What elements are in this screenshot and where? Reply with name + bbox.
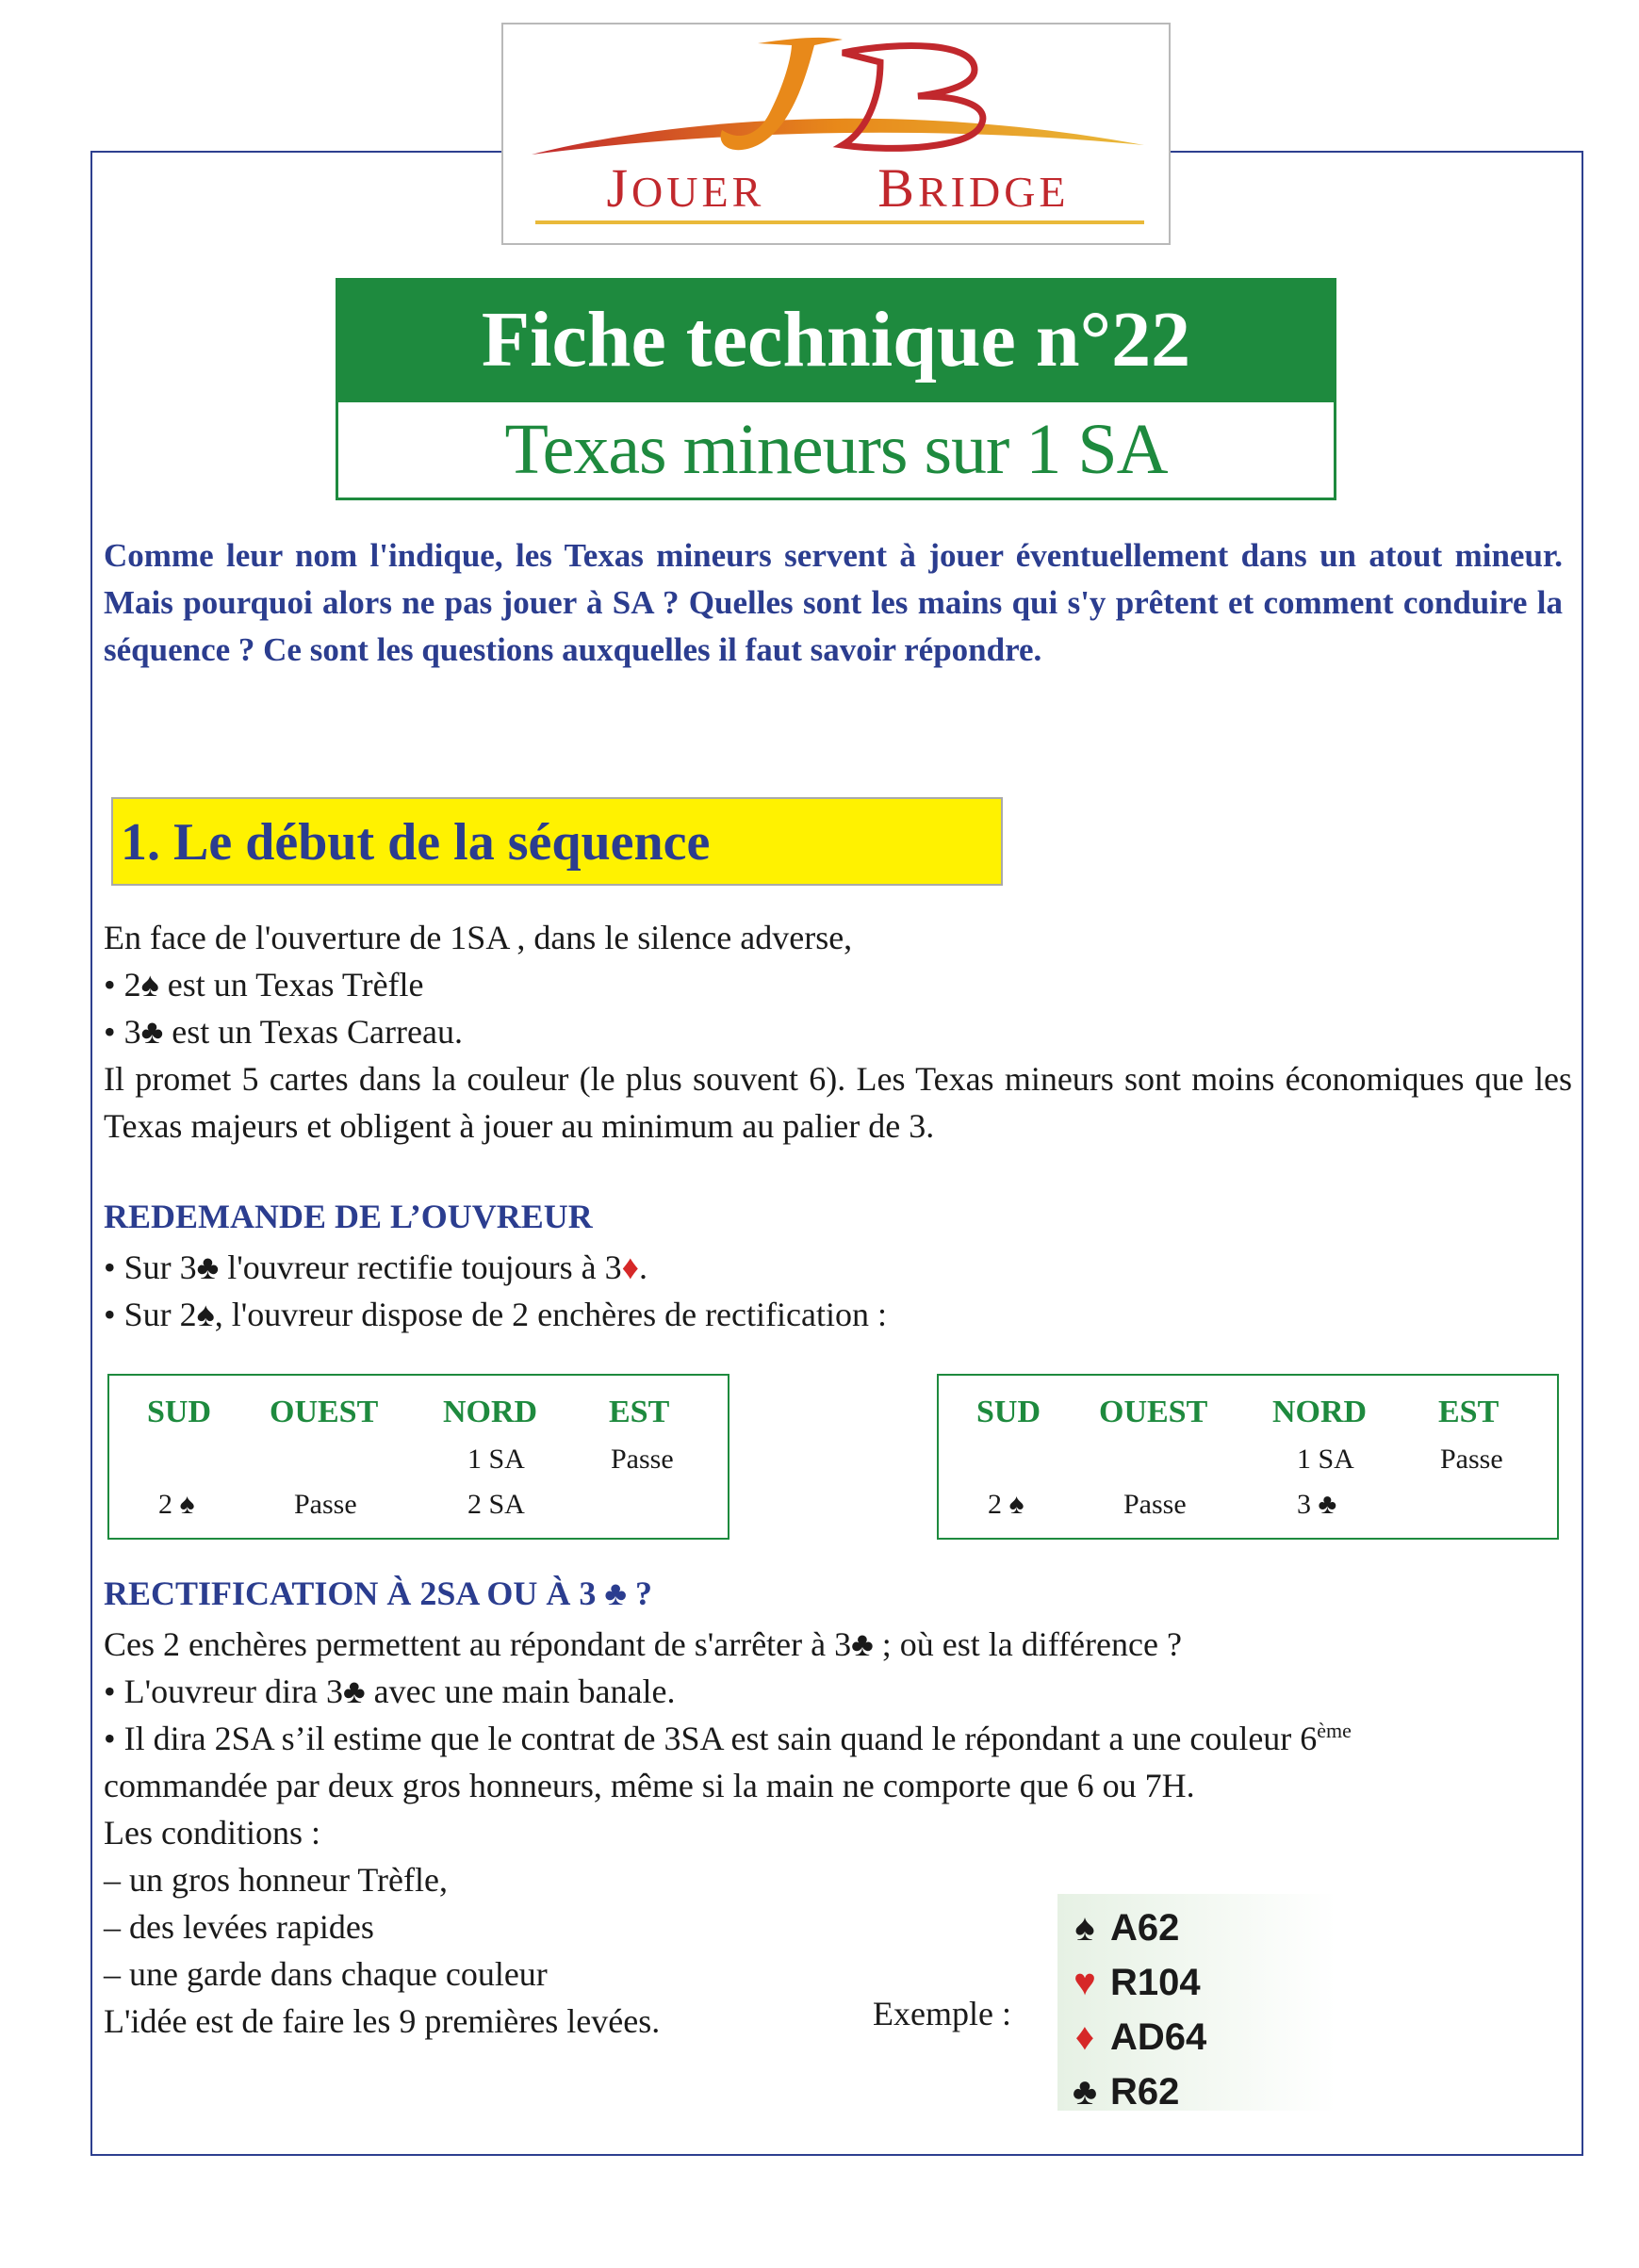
example-hand xyxy=(1057,1894,1336,2111)
bid-ouest-2: Passe xyxy=(294,1489,357,1520)
logo-letter-j: J xyxy=(606,157,632,219)
bid-nord-1: 1 SA xyxy=(1297,1444,1354,1475)
idea-line: L'idée est de faire les 9 premières levées. xyxy=(104,2002,661,2040)
jouer-bridge-logo xyxy=(501,23,1171,245)
redemande-body xyxy=(104,1244,1572,1338)
rectification-line-2: • L'ouvreur dira 3♣ avec une main banale. xyxy=(104,1672,676,1710)
spade-icon: ♠ xyxy=(1074,1907,1095,1949)
page-subtitle: Texas mineurs sur 1 SA xyxy=(336,402,1336,500)
club-icon: ♣ xyxy=(140,1013,164,1051)
conditions-label: Les conditions : xyxy=(104,1814,320,1852)
title-block xyxy=(336,278,1336,500)
rectification-line-4: commandée par deux gros honneurs, même si la main ne comporte que 6 ou 7H. xyxy=(104,1767,1195,1804)
rectification-heading: RECTIFICATION À 2SA OU À 3 ♣ ? xyxy=(104,1575,653,1612)
logo-word-ouer: OUER xyxy=(631,168,765,216)
section-body xyxy=(104,914,1572,1150)
bid-nord-1: 1 SA xyxy=(467,1444,525,1475)
condition-item: – une garde dans chaque couleur xyxy=(104,1955,548,1993)
diamond-icon: ♦ xyxy=(1074,2016,1095,2058)
header-sud: SUD xyxy=(976,1395,1041,1429)
hand-spades: ♠ A62 xyxy=(1065,1907,1179,1950)
header-ouest: OUEST xyxy=(270,1395,379,1429)
rectification-line-3: • Il dira 2SA s’il estime que le contrat de 3SA est sain quand le répondant a une couleur 6ème xyxy=(104,1719,1352,1757)
bid-sud-2: 2 ♠ xyxy=(158,1489,195,1520)
club-icon: ♣ xyxy=(1072,2071,1098,2113)
hand-hearts: ♥ R104 xyxy=(1065,1962,1201,2004)
header-nord: NORD xyxy=(443,1395,538,1429)
bid-ouest-2: Passe xyxy=(1123,1489,1187,1520)
section-heading: 1. Le début de la séquence xyxy=(121,813,711,872)
header-sud: SUD xyxy=(147,1395,212,1429)
bullet-texas-carreau: • 3♣ est un Texas Carreau. xyxy=(104,1013,463,1051)
header-est: EST xyxy=(1438,1395,1500,1429)
promise-paragraph: Il promet 5 cartes dans la couleur (le plus souvent 6). Les Texas mineurs sont moins économiques que les Texas majeurs et obligent à jouer au minimum au palier de 3. xyxy=(104,1060,1572,1145)
bid-sud-2: 2 ♠ xyxy=(988,1489,1024,1520)
redemande-heading: REDEMANDE DE L’OUVREUR xyxy=(104,1198,593,1235)
header-est: EST xyxy=(609,1395,670,1429)
bidding-table-2sa xyxy=(107,1374,729,1540)
spade-icon: ♠ xyxy=(196,1296,215,1333)
header-nord: NORD xyxy=(1272,1395,1368,1429)
opening-line: En face de l'ouverture de 1SA , dans le silence adverse, xyxy=(104,919,853,956)
bullet-texas-trefle: • 2♠ est un Texas Trèfle xyxy=(104,966,424,1003)
superscript-eme: ème xyxy=(1317,1719,1352,1742)
hand-clubs: ♣ R62 xyxy=(1065,2071,1179,2113)
spade-icon: ♠ xyxy=(140,966,159,1003)
logo-word-ridge: RIDGE xyxy=(917,168,1070,216)
bid-nord-2: 2 SA xyxy=(467,1489,525,1520)
page-title: Fiche technique n°22 xyxy=(336,278,1336,402)
bid-est-1: Passe xyxy=(1440,1444,1503,1475)
hand-diamonds: ♦ AD64 xyxy=(1065,2016,1206,2059)
intro-paragraph: Comme leur nom l'indique, les Texas mineurs servent à jouer éventuellement dans un atout mineur. Mais pourquoi alors ne pas jouer à SA ? Quelles sont les mains qui s'y prêtent et comment conduire la séquence ? Ce sont les questions auxquelles il faut savoir répondre. xyxy=(104,537,1563,668)
section-heading-box xyxy=(111,797,1003,886)
bullet-sur-2-pique: • Sur 2♠, l'ouvreur dispose de 2 enchères de rectification : xyxy=(104,1296,887,1333)
club-icon: ♣ xyxy=(196,1248,220,1286)
heart-icon: ♥ xyxy=(1074,1962,1096,2003)
rectification-body xyxy=(104,1621,1572,2045)
condition-item: – des levées rapides xyxy=(104,1908,374,1946)
bidding-table-3-trefle xyxy=(937,1374,1559,1540)
logo-letter-b: B xyxy=(877,157,918,219)
bid-est-1: Passe xyxy=(611,1444,674,1475)
bullet-sur-3-trefle: • Sur 3♣ l'ouvreur rectifie toujours à 3♦. xyxy=(104,1248,647,1286)
logo-wordmark xyxy=(530,156,1146,220)
bid-nord-2: 3 ♣ xyxy=(1297,1489,1337,1520)
rectification-line-1: Ces 2 enchères permettent au répondant de s'arrêter à 3♣ ; où est la différence ? xyxy=(104,1625,1182,1663)
example-label: Exemple : xyxy=(873,1995,1011,2032)
diamond-icon: ♦ xyxy=(621,1248,639,1286)
header-ouest: OUEST xyxy=(1099,1395,1208,1429)
condition-item: – un gros honneur Trèfle, xyxy=(104,1861,448,1899)
